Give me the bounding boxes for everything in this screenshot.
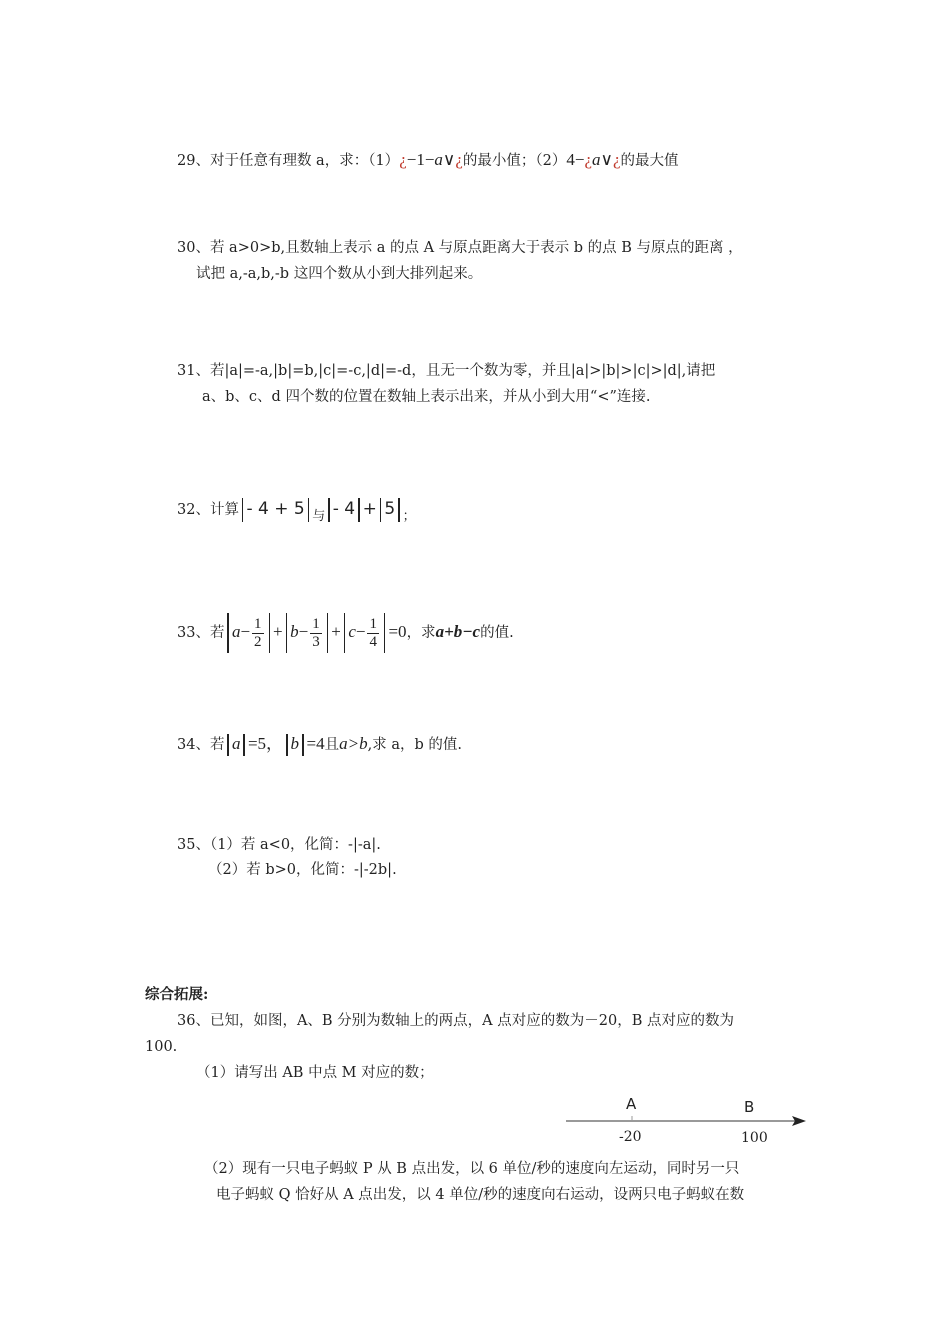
q34-end: ,求 a，b 的值.: [367, 737, 462, 753]
q34-eq-a: =5，: [247, 734, 284, 753]
abs-bar: [286, 734, 288, 756]
q36-sub2-line1: （2）现有一只电子蚂蚁 P 从 B 点出发，以 6 单位/秒的速度向左运动，同时另一只: [204, 1161, 740, 1177]
q29-expr2-or: ∨: [600, 150, 613, 169]
point-a-label: A: [626, 1095, 637, 1113]
abs-bar: [269, 613, 271, 653]
q33-plus2: +: [331, 622, 341, 641]
abs-bar: [227, 613, 229, 653]
q32-plus: +: [362, 499, 377, 519]
abs-bar: [384, 613, 386, 653]
q33-t2-num: 1: [312, 615, 320, 632]
abs-bar: [380, 498, 382, 522]
q34-line: [177, 731, 462, 758]
q33-plus1: +: [273, 622, 283, 641]
q33-end: 的值.: [480, 625, 514, 641]
q33-label: 33、若: [177, 625, 225, 641]
abs-bar: [302, 734, 304, 756]
q32-end: ；: [402, 509, 416, 524]
q33-t2-op: −: [298, 622, 309, 641]
abs-bar: [227, 734, 229, 756]
abs-bar: [328, 498, 330, 522]
q29-mid: 的最小值；（2）: [462, 153, 567, 169]
q34-label: 34、若: [177, 737, 225, 753]
q33-t1-var: a: [231, 622, 241, 641]
abs-bar: [242, 498, 244, 522]
q29-expr1-var: a: [434, 150, 443, 169]
q29-expr1-glyph-open: ¿: [399, 150, 407, 169]
q32-expr2a: - 4: [332, 499, 356, 519]
point-b-value: 100: [741, 1130, 768, 1146]
q30-line1: 30、若 a>0>b,且数轴上表示 a 的点 A 与原点距离大于表示 b 的点 B 与原点的距离 ，: [177, 240, 743, 256]
q31-line1: 31、若|a|=-a,|b|=b,|c|=-c,|d|=-d，且无一个数为零，并且|a|>|b|>|c|>|d|,请把: [177, 363, 716, 379]
q33-t3-op: −: [355, 622, 366, 641]
q33-t1-op: −: [240, 622, 251, 641]
q36-sub2-line2: 电子蚂蚁 Q 恰好从 A 点出发，以 4 单位/秒的速度向右运动，设两只电子蚂蚁在数: [216, 1187, 745, 1203]
q33-t1-fraction: [252, 616, 264, 651]
q35-line1: 35、（1）若 a<0，化简：-|-a|.: [177, 837, 381, 853]
q30-line2: 试把 a,-a,b,-b 这四个数从小到大排列起来。: [196, 266, 483, 282]
q34-eq-b: =4: [306, 734, 325, 753]
q36-line1: 36、已知，如图，A、B 分别为数轴上的两点，A 点对应的数为－20，B 点对应的数为: [177, 1013, 734, 1029]
q34-cond-word: 且: [324, 737, 340, 753]
q29-label: 29、对于任意有理数 a，求：（1）: [177, 153, 400, 169]
q33-target: a+b−c: [435, 622, 481, 641]
q33-t3-num: 1: [369, 615, 377, 632]
number-line-figure: [560, 1090, 820, 1150]
section-title: 综合拓展:: [145, 986, 209, 1003]
q29-end: 的最大值: [620, 153, 679, 169]
q29-expr2-four: 4−: [566, 150, 585, 169]
q33-line: [177, 610, 514, 655]
q33-comma: ，求: [406, 625, 436, 641]
abs-bar: [327, 613, 329, 653]
q32-label: 32、计算: [177, 502, 239, 518]
abs-bar: [243, 734, 245, 756]
q34-cond: a>b: [339, 734, 368, 753]
q33-t3-den: 4: [369, 633, 377, 650]
abs-bar: [344, 613, 346, 653]
q29-line: [177, 150, 679, 171]
q33-t2-var: b: [290, 622, 299, 641]
q33-t2-den: 3: [312, 633, 320, 650]
q33-t1-den: 2: [254, 633, 262, 650]
q33-t1-num: 1: [254, 615, 262, 632]
q33-t3-fraction: [367, 616, 379, 651]
abs-bar: [308, 498, 310, 522]
abs-bar: [398, 498, 400, 522]
q31-line2: a、b、c、d 四个数的位置在数轴上表示出来，并从小到大用“<”连接.: [202, 389, 651, 405]
q29-expr2-glyph-close: ¿: [613, 150, 621, 169]
q35-line2: （2）若 b>0，化简：-|-2b|.: [208, 862, 397, 878]
q32-expr1: - 4 + 5: [246, 499, 305, 519]
q33-t3-var: c: [348, 622, 356, 641]
q29-expr1-minus1: −1−: [406, 150, 435, 169]
q32-conj: 与: [312, 509, 326, 524]
q29-expr1-glyph-close: ¿: [455, 150, 463, 169]
q36-line2: 100.: [145, 1039, 178, 1055]
q32-line: [177, 496, 416, 530]
q33-eq: =0: [388, 622, 407, 641]
q32-expr2b: 5: [384, 499, 396, 519]
q34-var-a: a: [231, 734, 241, 753]
q29-expr2-glyph-open: ¿: [584, 150, 593, 169]
abs-bar: [358, 498, 360, 522]
abs-bar: [286, 613, 288, 653]
q29-expr1-or: ∨: [442, 150, 456, 169]
q33-t2-fraction: [310, 616, 322, 651]
point-a-value: -20: [619, 1129, 642, 1145]
q36-sub1: （1）请写出 AB 中点 M 对应的数；: [196, 1065, 434, 1081]
q34-var-b: b: [290, 734, 300, 753]
q29-expr2-var: a: [592, 150, 601, 169]
point-b-label: B: [744, 1098, 755, 1116]
